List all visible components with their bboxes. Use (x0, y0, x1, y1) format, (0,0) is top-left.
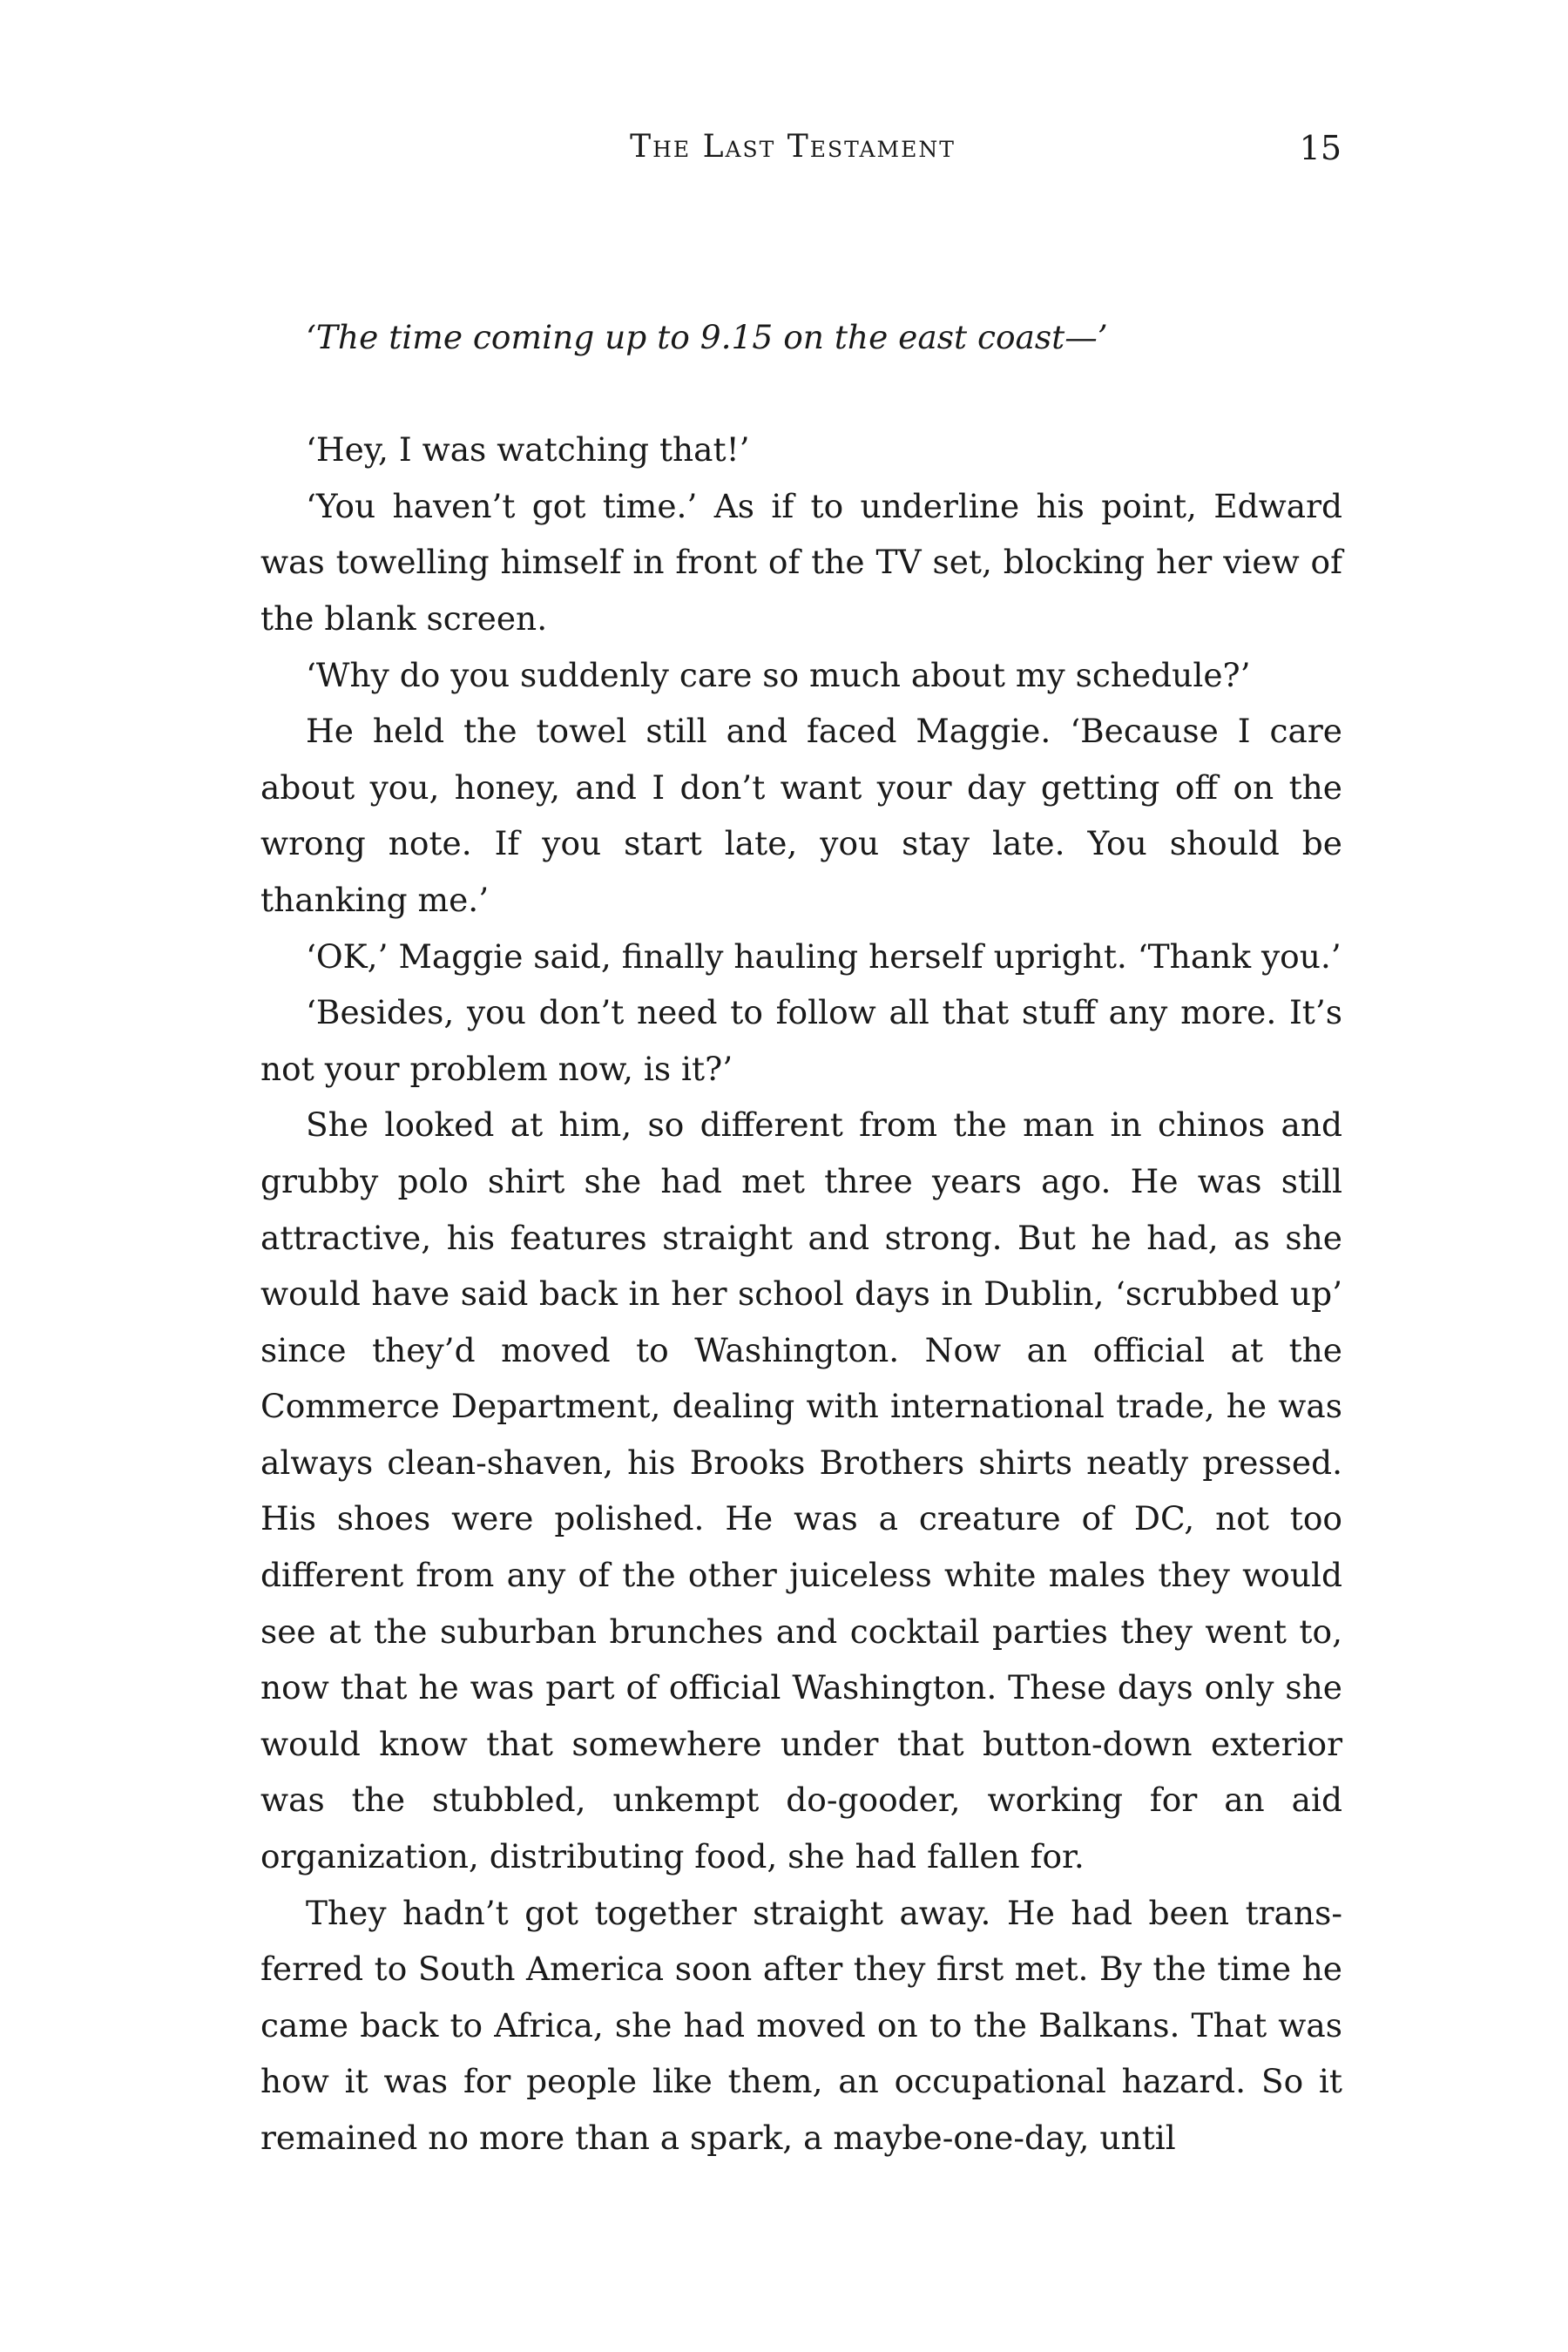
paragraph: ‘You haven’t got time.’ As if to underline his point, Edward was towelling himself in front of the TV set, blocking her view of the blank screen. (260, 486, 1342, 638)
paragraph-radio-quote: ‘The time coming up to 9.15 on the east coast—’ (306, 318, 1108, 356)
paragraph: ‘OK,’ Maggie said, finally hauling herself upright. ‘Thank you.’ (306, 936, 1342, 976)
paragraph: ‘Hey, I was watching that!’ (306, 430, 750, 470)
paragraph: ‘Why do you suddenly care so much about my schedule?’ (306, 655, 1251, 694)
paragraph: He held the towel still and faced Maggie. ‘Because I care about you, honey, and I don’t want your day getting off on the wrong note. If you start late, you stay late. You should be thanking me.’ (260, 712, 1342, 919)
paragraph: ‘Besides, you don’t need to follow all that stuff any more. It’s not your problem now, is it?’ (260, 993, 1342, 1088)
page-number: 15 (1299, 129, 1342, 167)
paragraph: They hadn’t got together straight away. He had been transferred to South America soon after they first met. By the time he came back to Africa, she had moved on to the Balkans. That was how it was for people like them, an occupational hazard. So it remained no more than a spark, a maybe-one-day, until (260, 1893, 1342, 2157)
running-head (0, 129, 1568, 181)
running-head-title: The Last Testament (630, 129, 956, 165)
body-text (260, 309, 1342, 2166)
paragraph: She looked at him, so different from the man in chinos and grubby polo shirt she had met three years ago. He was still attractive, his features straight and strong. But he had, as she would have said back in her school days in Dublin, ‘scrubbed up’ since they’d moved to Washington. Now an official at the Commerce Department, dealing with international trade, he was always clean-shaven, his Brooks Brothers shirts neatly pressed. His shoes were polished. He was a creature of DC, not too different from any of the other juiceless white males they would see at the suburban brunches and cocktail parties they went to, now that he was part of official Washington. These days only she would know that somewhere under that button-down exterior was the stubbled, unkempt do-gooder, working for an aid organization, distributing food, she had fallen for. (260, 1105, 1342, 1876)
